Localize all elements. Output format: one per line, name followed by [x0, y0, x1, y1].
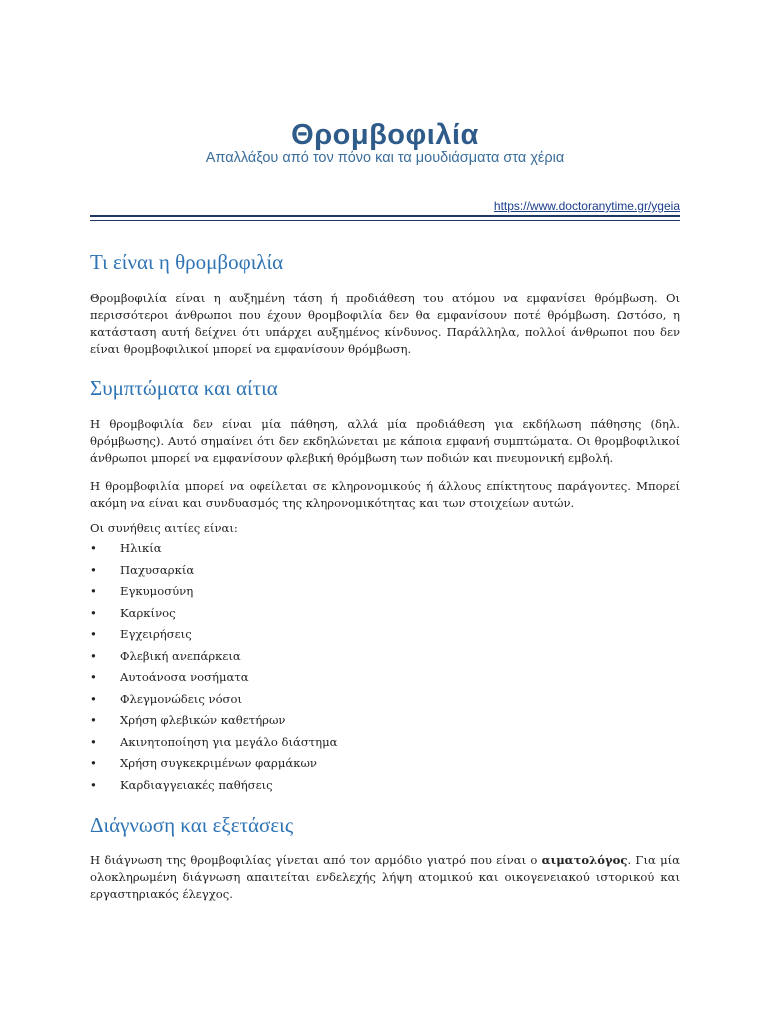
- list-item: • Χρήση συγκεκριμένων φαρμάκων: [90, 753, 680, 775]
- list-item: • Φλεβική ανεπάρκεια: [90, 646, 680, 668]
- list-item: • Παχυσαρκία: [90, 560, 680, 582]
- header-rule-thin: [90, 220, 680, 221]
- header-rule-thick: [90, 215, 680, 217]
- section-heading-diagnosis: Διάγνωση και εξετάσεις: [90, 813, 294, 837]
- page-subtitle: Απαλλάξου από τον πόνο και τα μουδιάσματα στα χέρια: [205, 150, 565, 166]
- section-heading-symptoms: Συμπτώματα και αίτια: [90, 376, 278, 400]
- page-title: Θρομβοφιλία: [291, 119, 479, 152]
- highlighted-term: αιματολόγος: [541, 853, 628, 867]
- section-paragraph: Η θρομβοφιλία δεν είναι μία πάθηση, αλλά μία προδιάθεση για εκδήλωση πάθησης (δηλ. θρόμβωσης). Αυτό σημαίνει ότι δεν εκδηλώνεται με κάποια εμφανή συμπτώματα. Οι θρομβοφιλικοί άνθρωποι μπορεί να εμφανίσουν φλεβική θρόμβωση των ποδιών και πνευμονική εμβολή.: [90, 417, 680, 465]
- list-item: • Εγκυμοσύνη: [90, 581, 680, 603]
- source-link[interactable]: https://www.doctoranytime.gr/ygeia: [493, 199, 680, 213]
- section-heading-what-is: Τι είναι η θρομβοφιλία: [90, 250, 284, 274]
- paragraph-text: . Για μία ολοκληρωμένη διάγνωση απαιτείται ενδελεχής λήψη ατομικού και οικογενειακού ιστορικού και εργαστηριακός έλεγχος.: [90, 853, 680, 901]
- list-item: • Ακινητοποίηση για μεγάλο διάστημα: [90, 732, 680, 754]
- causes-list: [90, 538, 680, 796]
- list-item: • Αυτοάνοσα νοσήματα: [90, 667, 680, 689]
- paragraph-text: Η διάγνωση της θρομβοφιλίας γίνεται από τον αρμόδιο γιατρό που είναι ο: [90, 853, 542, 867]
- list-item: • Καρδιαγγειακές παθήσεις: [90, 775, 680, 797]
- list-item: • Εγχειρήσεις: [90, 624, 680, 646]
- section-paragraph: Θρομβοφιλία είναι η αυξημένη τάση ή προδιάθεση του ατόμου να εμφανίσει θρόμβωση. Οι περισσότεροι άνθρωποι που έχουν θρομβοφιλία δεν θα εμφανίσουν ποτέ θρόμβωση. Ωστόσο, η κατάσταση αυτή δείχνει ότι υπάρχει αυξημένος κίνδυνος. Παράλληλα, πολλοί άνθρωποι που δεν είναι θρομβοφιλικοί μπορεί να εμφανίσουν θρόμβωση.: [90, 291, 680, 356]
- list-item: • Φλεγμονώδεις νόσοι: [90, 689, 680, 711]
- list-item: • Καρκίνος: [90, 603, 680, 625]
- section-paragraph: [90, 852, 680, 903]
- list-item: • Ηλικία: [90, 538, 680, 560]
- list-item: • Χρήση φλεβικών καθετήρων: [90, 710, 680, 732]
- causes-intro: Οι συνήθεις αιτίες είναι:: [90, 521, 238, 535]
- section-paragraph: Η θρομβοφιλία μπορεί να οφείλεται σε κληρονομικούς ή άλλους επίκτητους παράγοντες. Μπορεί ακόμη να είναι και συνδυασμός της κληρονομικότητας και των στοιχείων αυτών.: [90, 479, 680, 510]
